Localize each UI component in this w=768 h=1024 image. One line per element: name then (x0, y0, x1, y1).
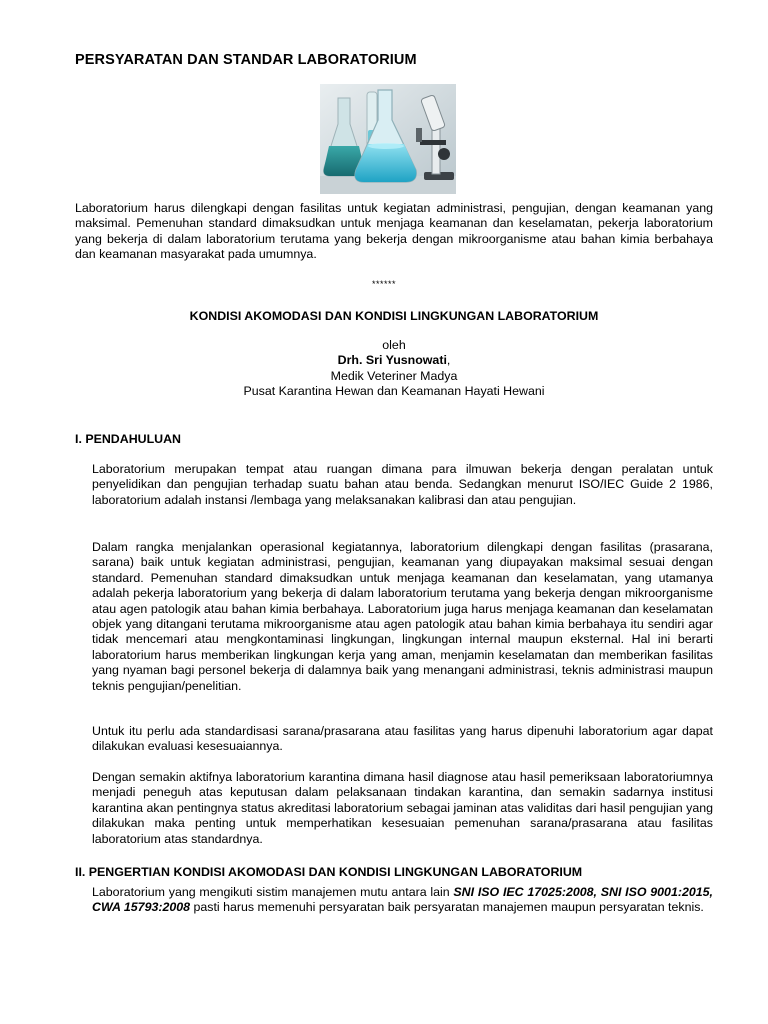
author-line (75, 353, 713, 368)
separator: ****** (371, 279, 396, 289)
section2-text-after: pasti harus memenuhi persyaratan baik persyaratan manajemen maupun persyaratan teknis. (190, 900, 704, 915)
section2-text-before: Laboratorium yang mengikuti sistim manajemen mutu antara lain (92, 885, 454, 899)
section2-paragraph-1 (92, 885, 713, 916)
section1-paragraph-3: Untuk itu perlu ada standardisasi sarana/prasarana atau fasilitas yang harus dipenuhi laboratorium agar dapat dilakukan evaluasi kesesuaiannya. (92, 724, 713, 754)
standards-list: SNI ISO IEC 17025:2008, SNI ISO 9001:2015, CWA 15793:2008 (92, 885, 713, 915)
section1-paragraph-2: Dalam rangka menjalankan operasional kegiatannya, laboratorium dilengkapi dengan fasilitas (prasarana, sarana) baik untuk kegiatan administrasi, pengujian, keamanan yang diupayakan maksimal sesuai dengan standard. Pemenuhan standard dimaksudkan untuk menjaga keamanan dan keselamatan, yang utamanya adalah pekerja laboratorium yang bekerja di dalam laboratorium terutama yang bekerja dengan mikroorganisme atau agen patologik atau bahan kimia berbahaya. Laboratorium juga harus menjaga keamanan dan keselamatan objek yang ditangani terutama mikroorganisme atau agen patologik atau bahan kimia berbahaya itu sendiri agar tidak mencemari atau mengkontaminasi lingkungan, lingkungan internal maupun eksternal. Hal ini berarti laboratorium harus memberikan lingkungan kerja yang aman, menjamin keselamatan dan memberikan fasilitas yang nyaman bagi personel bekerja di dalamnya baik yang menangani administrasi, teknis administrasi maupun teknis pengujian/penelitian. (92, 540, 713, 693)
intro-paragraph: Laboratorium harus dilengkapi dengan fasilitas untuk kegiatan administrasi, pengujian, dengan keamanan yang maksimal. Pemenuhan standard dimaksudkan untuk menjaga keamanan dan keselamatan, pekerja laboratorium yang bekerja di dalam laboratorium terutama yang bekerja dengan mikroorganisme atau bahan kimia berbahaya dan keamanan masyarakat pada umumnya. (75, 201, 713, 262)
author-suffix: , (446, 353, 451, 368)
article-title: KONDISI AKOMODASI DAN KONDISI LINGKUNGAN LABORATORIUM (189, 309, 599, 323)
section-heading-pengertian: II. PENGERTIAN KONDISI AKOMODASI DAN KONDISI LINGKUNGAN LABORATORIUM (75, 865, 583, 879)
byline (75, 338, 713, 400)
document-title: PERSYARATAN DAN STANDAR LABORATORIUM (75, 52, 417, 68)
byline-by: oleh (382, 338, 406, 352)
author-position: Medik Veteriner Madya (330, 368, 458, 383)
section-heading-pendahuluan: I. PENDAHULUAN (75, 432, 182, 446)
author-name: Drh. Sri Yusnowati (337, 353, 447, 368)
section1-paragraph-1: Laboratorium merupakan tempat atau ruangan dimana para ilmuwan bekerja dengan peralatan untuk penyelidikan dan pengujian terhadap suatu bahan atau benda. Sedangkan menurut ISO/IEC Guide 2 1986, laboratorium adalah instansi /lembaga yang melaksanakan kalibrasi dan atau pengujian. (92, 462, 713, 507)
section1-paragraph-4: Dengan semakin aktifnya laboratorium karantina dimana hasil diagnose atau hasil pemeriksaan laboratoriumnya menjadi peneguh atas keputusan dalam pelaksanaan tindakan karantina, dan semakin sadarnya institusi karantina akan pentingnya status akreditasi laboratorium sebagai jaminan atas validitas dari hasil pengujian yang dilakukan maka penting untuk memperhatikan kesesuaian pemenuhan sarana/prasarana atau fasilitas laboratorium atas standardnya. (92, 770, 713, 846)
laboratory-glassware-photo (320, 84, 456, 194)
author-institution: Pusat Karantina Hewan dan Keamanan Hayati Hewani (243, 384, 545, 399)
